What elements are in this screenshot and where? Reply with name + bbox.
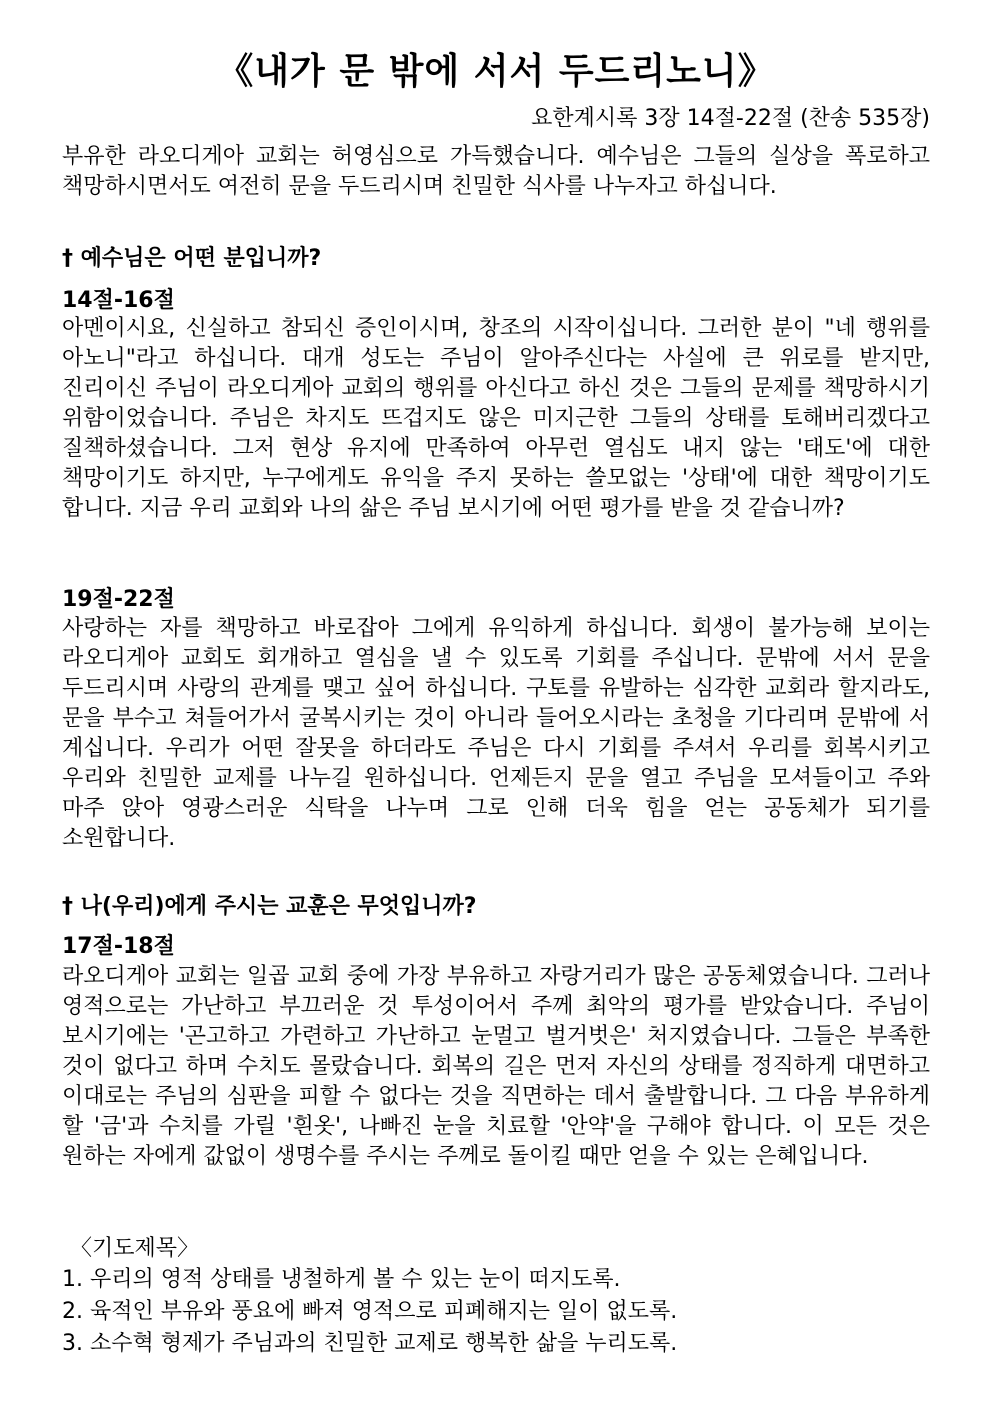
sermon-title: 《내가 문 밖에 서서 두드리노니》 (217, 51, 775, 92)
section2-part1-text: 라오디게아 교회는 일곱 교회 중에 가장 부유하고 자랑거리가 많은 공동체였습니다. 그러나 영적으로는 가난하고 부끄러운 것 투성이어서 주께 최악의 평가를 받았습니다. 주님이 보시기에는 '곤고하고 가련하고 가난하고 눈멀고 벌거벗은' 처지였습니다. 그들은 부족한 것이 없다고 하며 수치도 몰랐습니다. 회복의 길은 먼저 자신의 상태를 정직하게 대면하고 이대로는 주님의 심판을 피할 수 없다는 것을 직면하는 데서 출발합니다. 그 다음 부유하게 할 '금'과 수치를 가릴 '흰옷', 나빠진 눈을 치료할 '안약'을 구해야 합니다. 이 모든 것은 원하는 자에게 값없이 생명수를 주시는 주께로 돌이킬 때만 얻을 수 있는 은혜입니다. (62, 964, 930, 1169)
section1-part1-verses: 14절-16절 (62, 288, 175, 313)
section1-part2-text: 사랑하는 자를 책망하고 바로잡아 그에게 유익하게 하십니다. 회생이 불가능해 보이는 라오디게아 교회도 회개하고 열심을 낼 수 있도록 기회를 주십니다. 문밖에 서서 문을 두드리시며 사랑의 관계를 맺고 싶어 하십니다. 구토를 유발하는 심각한 교회라 할지라도, 문을 부수고 쳐들어가서 굴복시키는 것이 아니라 들어오시라는 초청을 기다리며 문밖에 서 계십니다. 우리가 어떤 잘못을 하더라도 주님은 다시 기회를 주셔서 우리를 회복시키고 우리와 친밀한 교제를 나누길 원하십니다. 언제든지 문을 열고 주님을 모셔들이고 주와 마주 앉아 영광스러운 식탁을 나누며 그로 인해 더욱 힘을 얻는 공동체가 되기를 소원합니다. (62, 616, 930, 851)
prayer-heading: 〈기도제목〉 (70, 1236, 200, 1261)
prayer-item: 1. 우리의 영적 상태를 냉철하게 볼 수 있는 눈이 떠지도록. (62, 1267, 621, 1292)
section1-part1-text: 아멘이시요, 신실하고 참되신 증인이시며, 창조의 시작이십니다. 그러한 분이 "네 행위를 아노니"라고 하십니다. 대개 성도는 주님이 알아주신다는 사실에 큰 위로를 받지만, 진리이신 주님이 라오디게아 교회의 행위를 아신다고 하신 것은 그들의 문제를 책망하시기 위함이었습니다. 주님은 차지도 뜨겁지도 않은 미지근한 그들의 상태를 토해버리겠다고 질책하셨습니다. 그저 현상 유지에 만족하여 아무런 열심도 내지 않는 '태도'에 대한 책망이기도 하지만, 누구에게도 유익을 주지 못하는 쓸모없는 '상태'에 대한 책망이기도 합니다. 지금 우리 교회와 나의 삶은 주님 보시기에 어떤 평가를 받을 것 같습니까? (62, 316, 930, 521)
section1-part2-verses: 19절-22절 (62, 587, 175, 612)
prayer-list (62, 1264, 930, 1360)
prayer-item: 3. 소수혁 형제가 주님과의 친밀한 교제로 행복한 삶을 누리도록. (62, 1331, 678, 1356)
section2-heading: † 나(우리)에게 주시는 교훈은 무엇입니까? (62, 894, 477, 919)
prayer-item: 2. 육적인 부유와 풍요에 빠져 영적으로 피폐해지는 일이 없도록. (62, 1299, 678, 1324)
section2-part1-verses: 17절-18절 (62, 934, 175, 959)
intro-paragraph: 부유한 라오디게아 교회는 허영심으로 가득했습니다. 예수님은 그들의 실상을 폭로하고 책망하시면서도 여전히 문을 두드리시며 친밀한 식사를 나누자고 하십니다. (62, 144, 930, 199)
scripture-reference: 요한계시록 3장 14절-22절 (찬송 535장) (531, 106, 930, 131)
section1-heading: † 예수님은 어떤 분입니까? (62, 246, 322, 271)
